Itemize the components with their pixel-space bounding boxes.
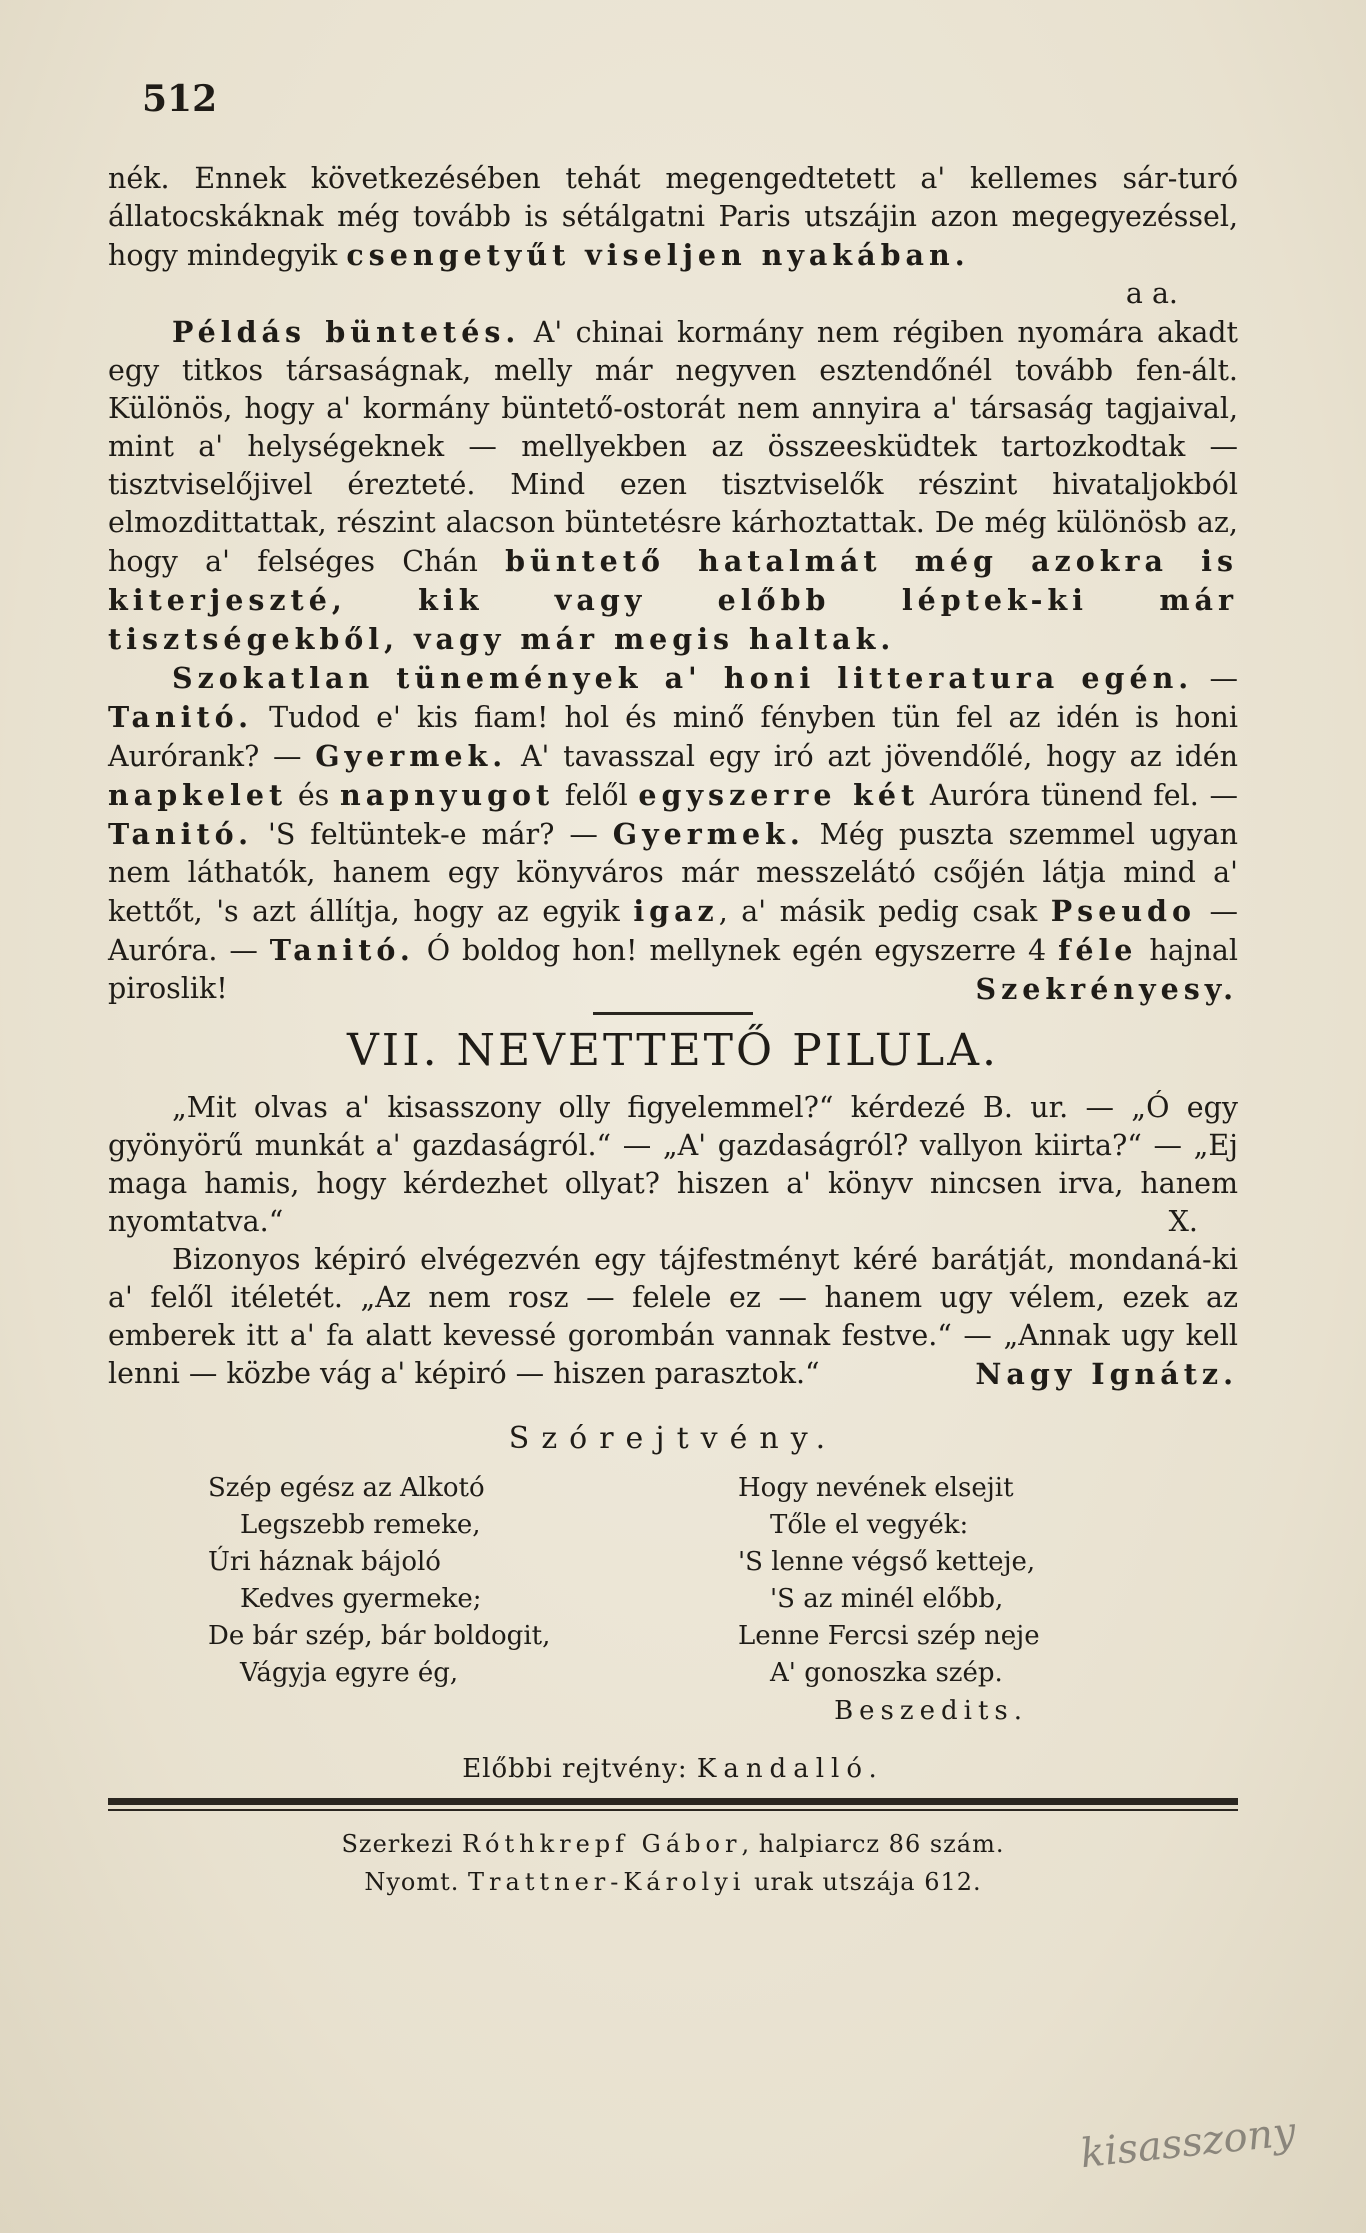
paragraph-chinese-punishment [108, 313, 1238, 659]
para1-spaced: csengetyűt viseljen nyakában. [346, 238, 970, 272]
para3-text: 'S feltüntek-e már? — [253, 818, 613, 851]
para3-text: — [1209, 662, 1238, 695]
riddle-line: 'S az minél előbb, [770, 1584, 1004, 1614]
para3-title: Szokatlan tünemények a' honi litteratura egén. [172, 661, 1194, 695]
para2-title: Példás büntetés. [172, 315, 521, 349]
rule-thin [108, 1809, 1238, 1811]
signature-aa: a a. [1125, 277, 1178, 310]
para3-text: Még puszta szemmel ugyan nem láthatók, hanem egy könyváros már messzelátó csőjén látja mind a' kettőt, 's azt állítja, hogy az egyik [108, 818, 1238, 928]
joke-two [108, 1241, 1238, 1393]
para3-text: Ó boldog hon! mellynek egén egyszerre 4 [414, 934, 1059, 967]
riddle-right-column [738, 1470, 1178, 1692]
para3-text: és [287, 779, 340, 812]
printer-address: urak utszája 612. [745, 1868, 982, 1896]
para3-text: A' tavasszal egy iró azt jövendőlé, hogy az idén [507, 740, 1238, 773]
previous-riddle-answer: Kandalló. [696, 1754, 884, 1784]
speaker-gyermek: Gyermek. [315, 739, 508, 773]
riddle-line: Tőle el vegyék: [770, 1510, 969, 1540]
emphasis-igaz: igaz [633, 894, 719, 928]
imprint-printer [108, 1863, 1238, 1901]
signature-x: X. [1168, 1205, 1198, 1238]
rule-thick [108, 1798, 1238, 1805]
para3-text: hajnal piroslik! [108, 934, 1238, 1005]
riddle-left-column [208, 1470, 648, 1692]
joke-one [108, 1089, 1238, 1241]
riddle-title: Szórejtvény. [508, 1421, 838, 1456]
emphasis-napkelet: napkelet [108, 778, 288, 812]
para3-text: Tudod e' kis fiam! hol és minő fényben tün fel az idén is honi Aurórank? — [108, 701, 1238, 773]
riddle-line: A' gonoszka szép. [770, 1658, 1003, 1688]
emphasis-egyszerre: egyszerre két [638, 778, 920, 812]
para3-text: , a' másik pedig csak [718, 895, 1051, 928]
riddle-line: Legszebb remeke, [240, 1510, 481, 1540]
editor-address: , halpiarcz 86 szám. [741, 1830, 1005, 1858]
emphasis-pseudo: Pseudo [1050, 894, 1196, 928]
page-number: 512 [142, 78, 218, 120]
imprint-label: Szerkezi [341, 1830, 454, 1858]
speaker-tanito: Tanitó. [269, 933, 415, 967]
riddle-line: De bár szép, bár boldogit, [208, 1621, 551, 1651]
paragraph-paris-dogs [108, 160, 1238, 275]
paragraph-literature [108, 659, 1238, 1008]
para3-text: — Auróra. — [108, 895, 1239, 967]
handwritten-note: kisasszony [1078, 2108, 1298, 2178]
para2-spaced: büntető hatalmát még azokra is kiterjeszté, kik vagy előbb léptek-ki már tisztségekből, vagy már megis haltak. [108, 544, 1238, 656]
para2-text: A' chinai kormány nem régiben nyomára akadt egy titkos társaságnak, melly már negyven esztendőnél tovább fen-ált. Különös, hogy a' kormány büntető-ostorát nem annyira a' társaság tagjaival, mint a' helységeknek — mellyekben az összeesküdtek tartozkodtak — tisztviselőjivel érezteté. Mind ezen tisztviselők részint hivataljokból elmozdittattak, részint alacson büntetésre kárhoztattak. De még különösb az, hogy a' felséges Chán [108, 316, 1239, 578]
riddle-line: Kedves gyermeke; [240, 1584, 482, 1614]
joke-two-text: Bizonyos képiró elvégezvén egy tájfestményt kéré barátját, mondaná-ki a' felől itéletét. „Az nem rosz — felele ez — hanem ugy vélem, ezek az emberek itt a' fa alatt kevessé gorombán vannak festve.“ — „Annak ugy kell lenni — közbe vág a' képiró — hiszen parasztok.“ [108, 1243, 1238, 1390]
para3-text: felől [554, 779, 639, 812]
editor-name: Róthkrepf Gábor [461, 1830, 742, 1858]
riddle-line: Hogy nevének elsejit [738, 1473, 1014, 1503]
riddle-line: Lenne Fercsi szép neje [738, 1621, 1040, 1651]
riddle-poem [108, 1470, 1238, 1692]
riddle-line: Úri háznak bájoló [208, 1547, 441, 1577]
speaker-tanito: Tanitó. [108, 700, 254, 734]
emphasis-napnyugot: napnyugot [340, 778, 555, 812]
speaker-gyermek: Gyermek. [612, 817, 805, 851]
riddle-line: Vágyja egyre ég, [240, 1658, 459, 1688]
article-body [108, 160, 1238, 1901]
section-title: VII. NEVETTETŐ PILULA. [347, 1025, 999, 1076]
para1-text: nék. Ennek következésében tehát megengedtetett a' kellemes sár-turó állatocskáknak még tovább is sétálgatni Paris utszájin azon megegyezéssel, hogy mindegyik [108, 162, 1238, 272]
signature-beszedits: Beszedits. [834, 1696, 1028, 1726]
imprint-editor [108, 1825, 1238, 1863]
speaker-tanito: Tanitó. [108, 817, 254, 851]
printer-name: Trattner-Károlyi [468, 1868, 746, 1896]
riddle-line: 'S lenne végső ketteje, [738, 1547, 1036, 1577]
signature-nagy-ignatz: Nagy Ignátz. [975, 1357, 1238, 1391]
previous-riddle-solution [108, 1754, 1238, 1784]
previous-riddle-label: Előbbi rejtvény: [462, 1754, 688, 1784]
para3-text: Auróra tünend fel. — [919, 779, 1238, 812]
emphasis-fele: féle [1058, 933, 1138, 967]
imprint-label: Nyomt. [364, 1868, 460, 1896]
signature-szekrenyesy: Szekrényesy. [975, 972, 1238, 1006]
divider [593, 1012, 753, 1015]
joke-one-text: „Mit olvas a' kisasszony olly figyelemmel?“ kérdezé B. ur. — „Ó egy gyönyörű munkát a' gazdaságról.“ — „A' gazdaságról? vallyon kiirta?“ — „Ej maga hamis, hogy kérdezhet ollyat? hiszen a' könyv nincsen irva, hanem nyomtatva.“ [108, 1091, 1238, 1238]
riddle-line: Szép egész az Alkotó [208, 1473, 485, 1503]
